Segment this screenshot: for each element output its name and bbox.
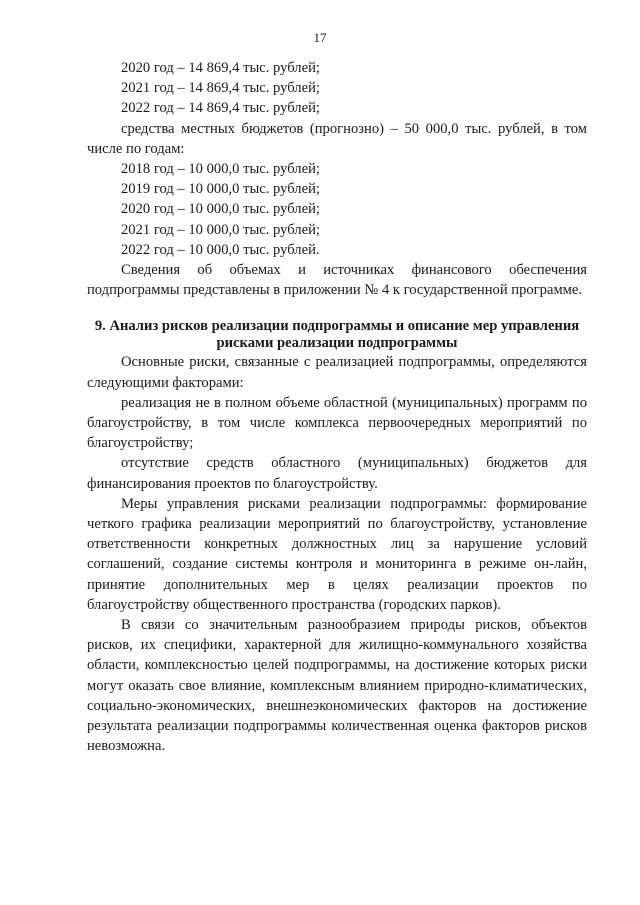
local-budget-2022: 2022 год – 10 000,0 тыс. рублей. [121,241,320,258]
local-budget-2020: 2020 год – 10 000,0 тыс. рублей; [121,201,320,218]
section-title-line2: рисками реализации подпрограммы [216,335,458,352]
line-2020: 2020 год – 14 869,4 тыс. рублей; [121,60,320,76]
financing-note: Сведения об объемах и источниках финансового обеспечения подпрограммы представлены в приложении № 4 к государственной программе. [87,262,587,299]
local-budget-intro: средства местных бюджетов (прогнозно) – 50 000,0 тыс. рублей, в том числе по годам: [87,120,587,157]
local-budget-2019: 2019 год – 10 000,0 тыс. рублей; [121,181,320,198]
paragraph-risk-incomplete: реализация не в полном объеме областной (муниципальных) программ по благоустройству, в том числе комплекса первоочередных мероприятий по благоустройству; [87,394,587,452]
local-budget-2018: 2018 год – 10 000,0 тыс. рублей; [121,161,320,178]
document-body [87,58,587,757]
paragraph-risk-assessment: В связи со значительным разнообразием природы рисков, объектов рисков, их специфики, характерной для жилищно-коммунального хозяйства области, комплексностью целей подпрограммы, на достижение которых риски могут оказать свое влияние, комплексным влиянием природно-климатических, социально-экономических, внешнеэкономических факторов на достижение результата реализации подпрограммы количественная оценка факторов рисков невозможна. [87,617,587,755]
local-budget-2021: 2021 год – 10 000,0 тыс. рублей; [121,221,320,238]
page-number: 17 [313,30,327,45]
line-2021: 2021 год – 14 869,4 тыс. рублей; [121,80,320,97]
paragraph-risk-measures: Меры управления рисками реализации подпрограммы: формирование четкого графика реализации мероприятий по благоустройству, установление ответственности конкретных должностных лиц за нарушение условий соглашений, создание системы контроля и мониторинга в режиме он-лайн, принятие дополнительных мер в целях реализации проектов по благоустройству общественного пространства (городских парков). [87,495,587,613]
paragraph-main-risks: Основные риски, связанные с реализацией подпрограммы, определяются следующими факторами: [87,354,587,391]
section-title [87,318,587,352]
line-2022: 2022 год – 14 869,4 тыс. рублей; [121,100,320,117]
paragraph-risk-no-funds: отсутствие средств областного (муниципальных) бюджетов для финансирования проектов по благоустройству. [87,455,587,492]
section-title-line1: 9. Анализ рисков реализации подпрограммы и описание мер управления [94,318,580,335]
